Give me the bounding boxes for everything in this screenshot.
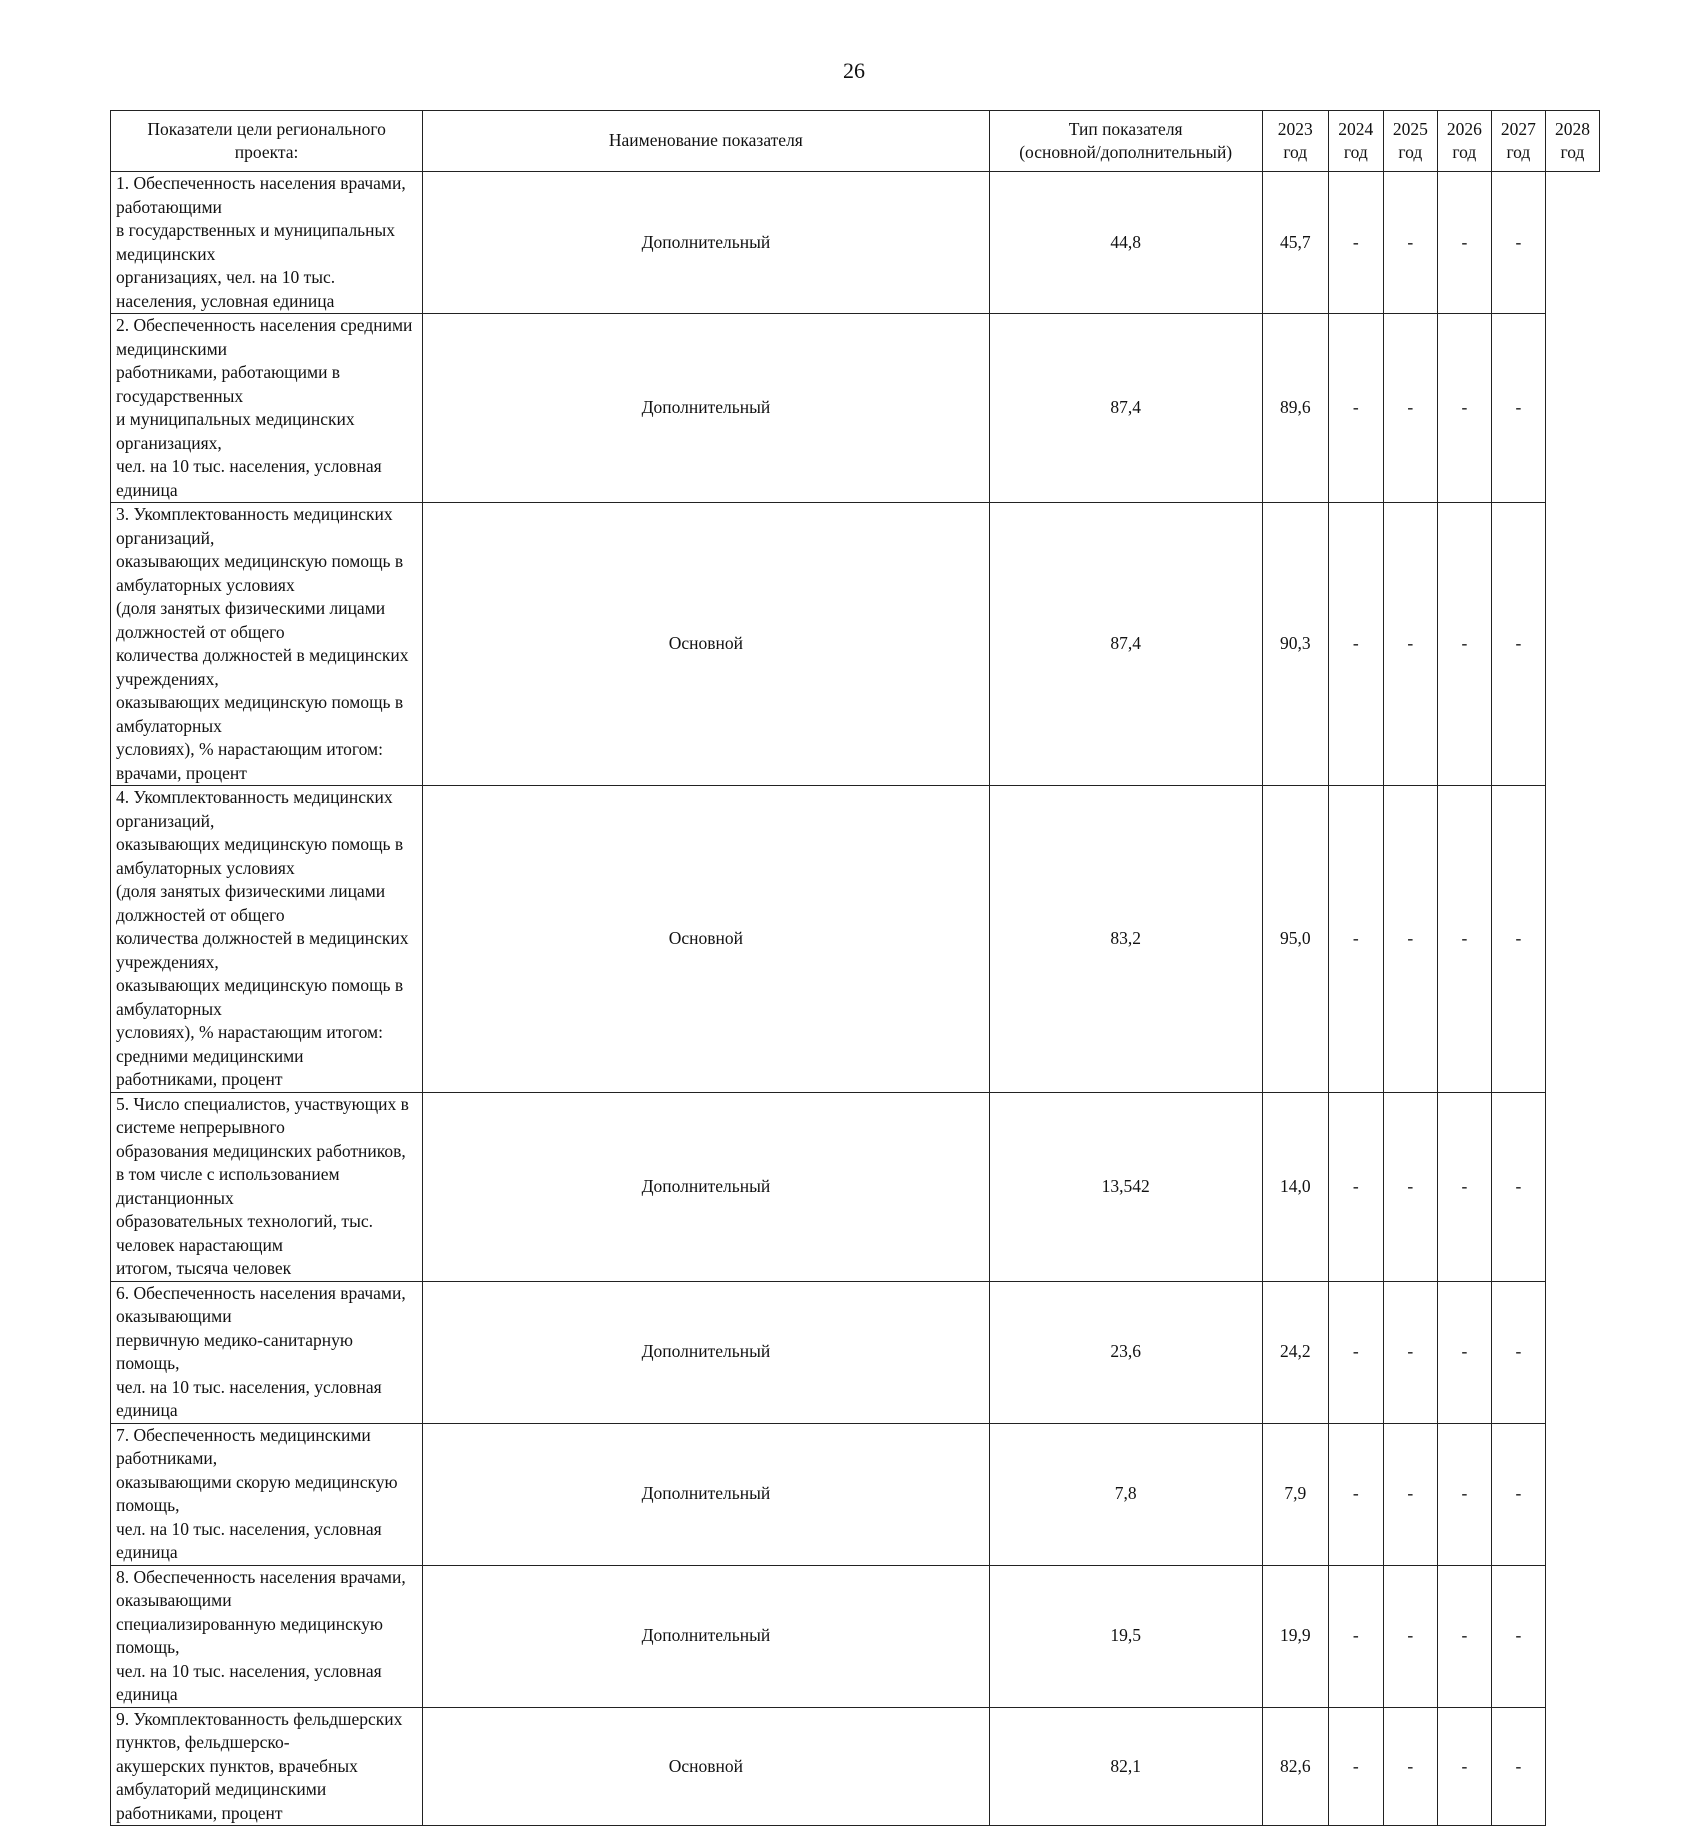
header-year-2027 [1491,111,1545,172]
header-year-label: 2027 [1500,118,1536,139]
header-year-2023 [1262,111,1328,172]
header-year-label: 2028 [1554,118,1590,139]
indicator-name-cell [111,786,423,1093]
indicator-name-line: оказывающих медицинскую помощь в амбулаторных условиях [116,551,404,595]
value-cell-2024: 95,0 [1262,786,1328,1093]
indicator-name-line: оказывающих медицинскую помощь в амбулаторных [116,692,404,736]
value-cell-2027: - [1437,1565,1491,1707]
indicator-name-line: 5. Число специалистов, участвующих в системе непрерывного [116,1093,409,1137]
header-year-2025 [1383,111,1437,172]
indicator-name-line: первичную медико-санитарную помощь, [116,1329,353,1373]
value-cell-2025: - [1328,1281,1383,1423]
indicator-name-cell [111,1092,423,1281]
indicator-name-line: оказывающими скорую медицинскую помощь, [116,1471,398,1515]
indicator-type-cell: Основной [423,503,989,786]
value-cell-2028: - [1491,1092,1545,1281]
value-cell-2026: - [1383,172,1437,314]
value-cell-2024: 90,3 [1262,503,1328,786]
indicator-name-cell [111,1565,423,1707]
indicator-name-line: и муниципальных медицинских организациях, [116,409,355,453]
table-row [111,1281,1600,1423]
indicator-name-line: работниками, работающими в государственных [116,362,341,406]
value-cell-2025: - [1328,786,1383,1093]
indicator-name-line: образовательных технологий, тыс. человек нарастающим [116,1211,373,1255]
indicator-name-line: 6. Обеспеченность населения врачами, оказывающими [116,1282,406,1326]
value-cell-2027: - [1437,503,1491,786]
value-cell-2027: - [1437,172,1491,314]
value-cell-2024: 14,0 [1262,1092,1328,1281]
value-cell-2025: - [1328,1707,1383,1826]
indicator-name-line: чел. на 10 тыс. населения, условная единица [116,1660,382,1704]
indicator-type-cell: Дополнительный [423,1565,989,1707]
header-name-label: Наименование показателя [608,130,803,151]
indicator-name-line: чел. на 10 тыс. населения, условная единица [116,456,382,500]
value-cell-2027: - [1437,1423,1491,1565]
indicator-name-line: условиях), % нарастающим итогом: врачами, процент [116,739,383,783]
header-year-unit: год [1560,142,1585,162]
value-cell-2025: - [1328,1092,1383,1281]
value-cell-2028: - [1491,1707,1545,1826]
indicator-name-cell [111,503,423,786]
indicator-name-cell [111,1707,423,1826]
header-name [423,111,989,172]
indicator-name-line: оказывающих медицинскую помощь в амбулаторных [116,975,404,1019]
table-header-row [111,111,1600,172]
header-year-label: 2024 [1338,118,1374,139]
header-type-line2: (основной/дополнительный) [1019,142,1233,162]
value-cell-2028: - [1491,172,1545,314]
indicator-name-line: условиях), % нарастающим итогом: средними медицинскими [116,1022,383,1066]
indicator-name-line: специализированную медицинскую помощь, [116,1613,383,1657]
value-cell-2025: - [1328,1423,1383,1565]
header-year-unit: год [1452,142,1477,162]
indicator-type-cell: Дополнительный [423,1092,989,1281]
value-cell-2027: - [1437,1092,1491,1281]
header-type-line1: Тип показателя [1068,118,1183,139]
indicator-name-line: количества должностей в медицинских учреждениях, [116,928,409,972]
indicators-table [110,110,1600,1826]
value-cell-2026: - [1383,1565,1437,1707]
indicator-name-line: 4. Укомплектованность медицинских организаций, [116,787,393,831]
indicator-name-cell [111,172,423,314]
indicator-name-line: 3. Укомплектованность медицинских организаций, [116,504,393,548]
indicator-type-cell: Дополнительный [423,1423,989,1565]
value-cell-2026: - [1383,1092,1437,1281]
indicator-name-line: итогом, тысяча человек [116,1258,292,1278]
table-row [111,1423,1600,1565]
value-cell-2023: 87,4 [989,314,1262,503]
value-cell-2023: 83,2 [989,786,1262,1093]
indicator-type-cell: Основной [423,786,989,1093]
indicator-type-cell: Дополнительный [423,314,989,503]
value-cell-2028: - [1491,314,1545,503]
table-row [111,1707,1600,1826]
indicator-name-line: в том числе с использованием дистанционных [116,1164,340,1208]
indicator-name-line: образования медицинских работников, [116,1140,406,1161]
value-cell-2028: - [1491,786,1545,1093]
value-cell-2028: - [1491,503,1545,786]
value-cell-2024: 45,7 [1262,172,1328,314]
value-cell-2024: 7,9 [1262,1423,1328,1565]
value-cell-2027: - [1437,1281,1491,1423]
value-cell-2025: - [1328,1565,1383,1707]
indicator-name-cell [111,1281,423,1423]
indicator-name-line: организациях, чел. на 10 тыс. населения, условная единица [116,267,336,311]
header-year-label: 2025 [1392,118,1428,139]
indicator-name-line: чел. на 10 тыс. населения, условная единица [116,1518,382,1562]
indicator-name-line: (доля занятых физическими лицами должностей от общего [116,598,386,642]
indicator-type-cell: Основной [423,1707,989,1826]
value-cell-2026: - [1383,786,1437,1093]
header-year-2026 [1437,111,1491,172]
indicator-name-line: оказывающих медицинскую помощь в амбулаторных условиях [116,834,404,878]
value-cell-2027: - [1437,314,1491,503]
indicator-name-line: 1. Обеспеченность населения врачами, работающими [116,173,406,217]
value-cell-2023: 7,8 [989,1423,1262,1565]
header-year-unit: год [1343,142,1368,162]
value-cell-2028: - [1491,1423,1545,1565]
value-cell-2024: 19,9 [1262,1565,1328,1707]
header-year-unit: год [1283,142,1308,162]
indicator-name-line: 7. Обеспеченность медицинскими работниками, [116,1424,371,1468]
header-type [989,111,1262,172]
table-body [111,172,1600,1826]
value-cell-2024: 24,2 [1262,1281,1328,1423]
header-year-2028 [1545,111,1599,172]
indicator-type-cell: Дополнительный [423,172,989,314]
indicator-name-line: 2. Обеспеченность населения средними медицинскими [116,315,413,359]
indicator-name-line: работниками, процент [116,1069,283,1089]
value-cell-2028: - [1491,1565,1545,1707]
value-cell-2027: - [1437,786,1491,1093]
header-year-label: 2026 [1446,118,1482,139]
indicator-name-line: 9. Укомплектованность фельдшерских пунктов, фельдшерско- [116,1708,403,1752]
value-cell-2023: 13,542 [989,1092,1262,1281]
value-cell-2025: - [1328,503,1383,786]
table-row [111,172,1600,314]
value-cell-2026: - [1383,1281,1437,1423]
value-cell-2023: 44,8 [989,172,1262,314]
value-cell-2025: - [1328,172,1383,314]
value-cell-2028: - [1491,1281,1545,1423]
value-cell-2024: 89,6 [1262,314,1328,503]
indicator-name-line: 8. Обеспеченность населения врачами, оказывающими [116,1566,406,1610]
header-year-unit: год [1506,142,1531,162]
section-label: Показатели цели регионального проекта: [147,118,386,162]
table-row [111,1092,1600,1281]
value-cell-2026: - [1383,1423,1437,1565]
value-cell-2023: 82,1 [989,1707,1262,1826]
value-cell-2023: 87,4 [989,503,1262,786]
indicator-name-line: чел. на 10 тыс. населения, условная единица [116,1376,382,1420]
value-cell-2027: - [1437,1707,1491,1826]
indicator-name-cell [111,1423,423,1565]
value-cell-2024: 82,6 [1262,1707,1328,1826]
value-cell-2025: - [1328,314,1383,503]
value-cell-2026: - [1383,1707,1437,1826]
indicator-name-line: количества должностей в медицинских учреждениях, [116,645,409,689]
indicator-name-line: в государственных и муниципальных медицинских [116,220,396,264]
header-year-2024 [1328,111,1383,172]
value-cell-2026: - [1383,314,1437,503]
table-row [111,314,1600,503]
indicator-name-line: работниками, процент [116,1802,283,1823]
table-row [111,786,1600,1093]
indicator-name-line: акушерских пунктов, врачебных амбулаторий медицинскими [116,1755,358,1799]
header-year-label: 2023 [1277,118,1313,139]
indicator-name-cell [111,314,423,503]
indicator-name-line: (доля занятых физическими лицами должностей от общего [116,881,386,925]
value-cell-2026: - [1383,503,1437,786]
page-number: 26 [843,58,865,83]
table-row [111,1565,1600,1707]
indicator-type-cell: Дополнительный [423,1281,989,1423]
header-year-unit: год [1398,142,1423,162]
value-cell-2023: 23,6 [989,1281,1262,1423]
section-label-cell [111,111,423,172]
table-row [111,503,1600,786]
value-cell-2023: 19,5 [989,1565,1262,1707]
